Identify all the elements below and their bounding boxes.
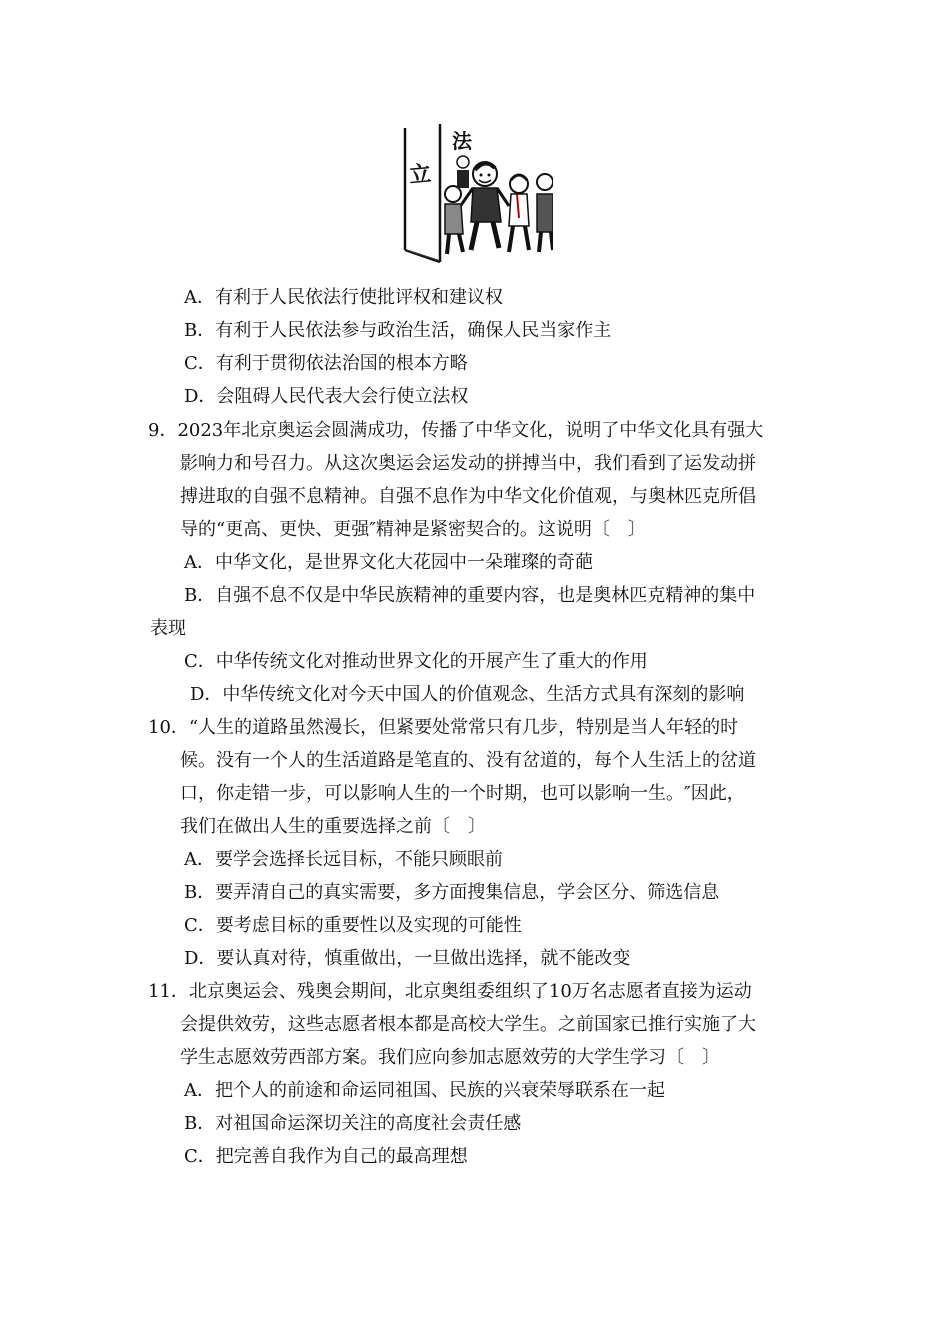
- q11-option-a: A．把个人的前途和命运同祖国、民族的兴衰荣辱联系在一起: [184, 1080, 665, 1101]
- sign-char-2: 法: [452, 129, 472, 153]
- q11-option-b: B．对祖国命运深切关注的高度社会责任感: [184, 1113, 522, 1134]
- q9-option-b-wrap: 表现: [150, 618, 186, 639]
- q8-option-d: D．会阻碍人民代表大会行使立法权: [184, 386, 469, 407]
- q11-stem-line: 学生志愿效劳西部方案。我们应向参加志愿效劳的大学生学习〔 〕: [180, 1047, 720, 1068]
- q8-option-c: C．有利于贯彻依法治国的根本方略: [184, 353, 468, 374]
- q11-stem-line: 11．北京奥运会、残奥会期间，北京奥组委组织了10万名志愿者直接为运动: [148, 981, 752, 1002]
- sign-char-1: 立: [408, 161, 433, 189]
- q9-stem-line: 搏进取的自强不息精神。自强不息作为中华文化价值观，与奥林匹克所倡: [180, 486, 756, 507]
- q8-option-a: A．有利于人民依法行使批评权和建议权: [184, 287, 503, 308]
- lawmaking-cartoon: [395, 122, 553, 270]
- q10-option-b: B．要弄清自己的真实需要，多方面搜集信息，学会区分、筛选信息: [184, 882, 720, 903]
- q11-option-c: C．把完善自我作为自己的最高理想: [184, 1146, 468, 1167]
- q10-stem-line: 候。没有一个人的生活道路是笔直的、没有岔道的，每个人生活上的岔道: [180, 750, 756, 771]
- q10-option-a: A．要学会选择长远目标，不能只顾眼前: [184, 849, 503, 870]
- q10-stem-line: 口，你走错一步，可以影响人生的一个时期，也可以影响一生。″因此，: [180, 783, 745, 804]
- q10-option-c: C．要考虑目标的重要性以及实现的可能性: [184, 915, 522, 936]
- q9-option-d: D．中华传统文化对今天中国人的价值观念、生活方式具有深刻的影响: [190, 684, 745, 705]
- q10-option-d: D．要认真对待，慎重做出，一旦做出选择，就不能改变: [184, 948, 631, 969]
- q9-stem-line: 9．2023年北京奥运会圆满成功，传播了中华文化，说明了中华文化具有强大: [148, 420, 764, 441]
- q8-option-b: B．有利于人民依法参与政治生活，确保人民当家作主: [184, 320, 612, 341]
- q10-stem-line: 10．“人生的道路虽然漫长，但紧要处常常只有几步，特别是当人年轻的时: [148, 717, 739, 738]
- q11-stem-line: 会提供效劳，这些志愿者根本都是高校大学生。之前国家已推行实施了大: [180, 1014, 756, 1035]
- q9-option-a: A．中华文化，是世界文化大花园中一朵璀璨的奇葩: [184, 552, 593, 573]
- q10-stem-line: 我们在做出人生的重要选择之前〔 〕: [180, 816, 486, 837]
- q9-option-c: C．中华传统文化对推动世界文化的开展产生了重大的作用: [184, 651, 648, 672]
- q9-option-b: B．自强不息不仅是中华民族精神的重要内容，也是奥林匹克精神的集中: [184, 585, 756, 606]
- q9-stem-line: 导的“更高、更快、更强″精神是紧密契合的。这说明〔 〕: [180, 519, 646, 540]
- q9-stem-line: 影响力和号召力。从这次奥运会运发动的拼搏当中，我们看到了运发动拼: [180, 453, 756, 474]
